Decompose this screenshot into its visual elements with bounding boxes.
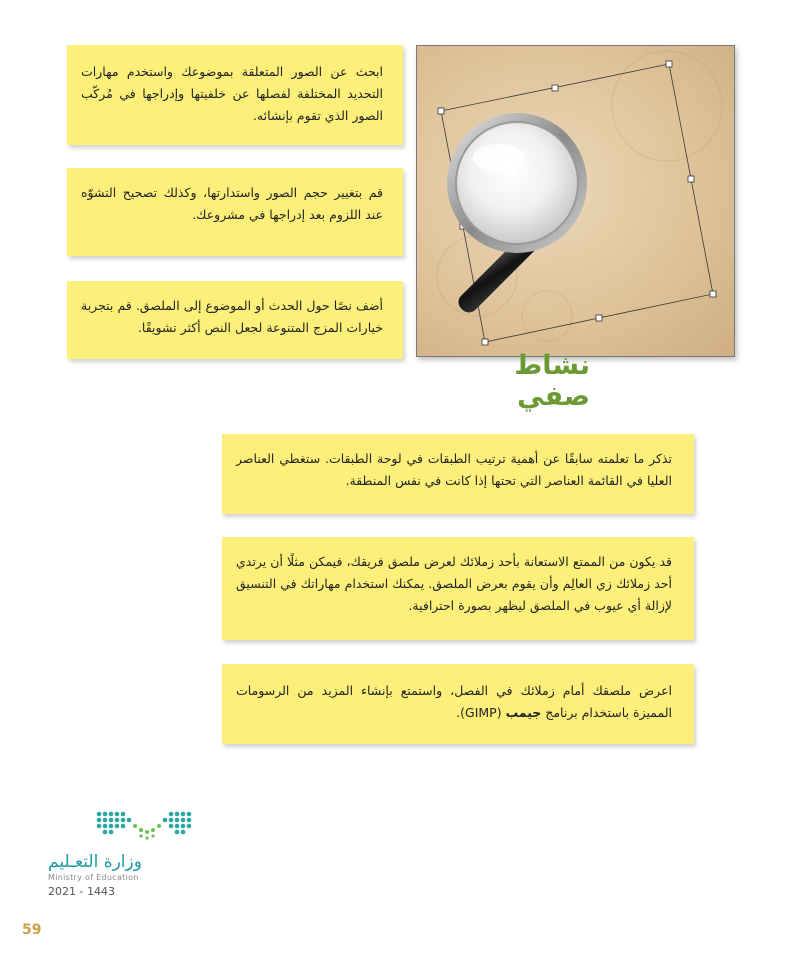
magnifying-glass-image bbox=[416, 45, 735, 357]
activity-title: نشاط صفي bbox=[514, 350, 590, 412]
instruction-note-3 bbox=[67, 281, 403, 359]
note-3-text: أضف نصًا حول الحدث أو الموضوع إلى الملصق. قم بتجربة خيارات المزج المتنوعة لجعل النص أكثر تشويقًا. bbox=[81, 298, 383, 335]
note-2-text: قم بتغيير حجم الصور واستدارتها، وكذلك تصحيح التشوّه عند اللزوم بعد إدراجها في مشروعك. bbox=[81, 185, 383, 222]
magnifying-glass-illustration bbox=[417, 46, 734, 356]
ministry-emblem-icon bbox=[95, 808, 195, 844]
note-6-bold: جيمب bbox=[505, 705, 542, 720]
page-number: 59 bbox=[22, 922, 42, 938]
instruction-note-5 bbox=[222, 537, 694, 640]
instruction-note-6 bbox=[222, 664, 694, 744]
note-6-part-2: (GIMP). bbox=[456, 705, 506, 720]
instruction-note-4 bbox=[222, 434, 694, 514]
note-5-text: قد يكون من الممتع الاستعانة بأحد زملائك لعرض ملصق فريقك، فيمكن مثلًا أن يرتدي أحد زملائك زي العالِم وأن يقوم بعرض الملصق. يمكنك استخدام مهاراتك في التنسيق لإزالة أي عيوب في الملصق ليظهر بصورة احترافية. bbox=[236, 554, 672, 613]
instruction-note-1 bbox=[67, 45, 403, 145]
edition-years: 2021 - 1443 bbox=[48, 885, 115, 898]
note-1-text: ابحث عن الصور المتعلقة بموضوعك واستخدم مهارات التحديد المختلفة لفصلها عن خلفيتها وإدراجها في مُركّب الصور الذي تقوم بإنشائه. bbox=[81, 64, 383, 123]
ministry-name-english: Ministry of Education bbox=[48, 873, 139, 882]
note-6-part-1: اعرض ملصقك أمام زملائك في الفصل، واستمتع بإنشاء المزيد من الرسومات المميزة باستخدام برنامج bbox=[236, 683, 672, 720]
ministry-logo bbox=[40, 808, 210, 908]
note-4-text: تذكر ما تعلمته سابقًا عن أهمية ترتيب الطبقات في لوحة الطبقات. ستغطي العناصر العليا في القائمة العناصر التي تحتها إذا كانت في نفس المنطقة. bbox=[236, 451, 672, 488]
ministry-name-arabic: وزارة التعـليم bbox=[48, 852, 142, 872]
instruction-note-2 bbox=[67, 168, 403, 256]
note-6-text bbox=[236, 680, 672, 724]
